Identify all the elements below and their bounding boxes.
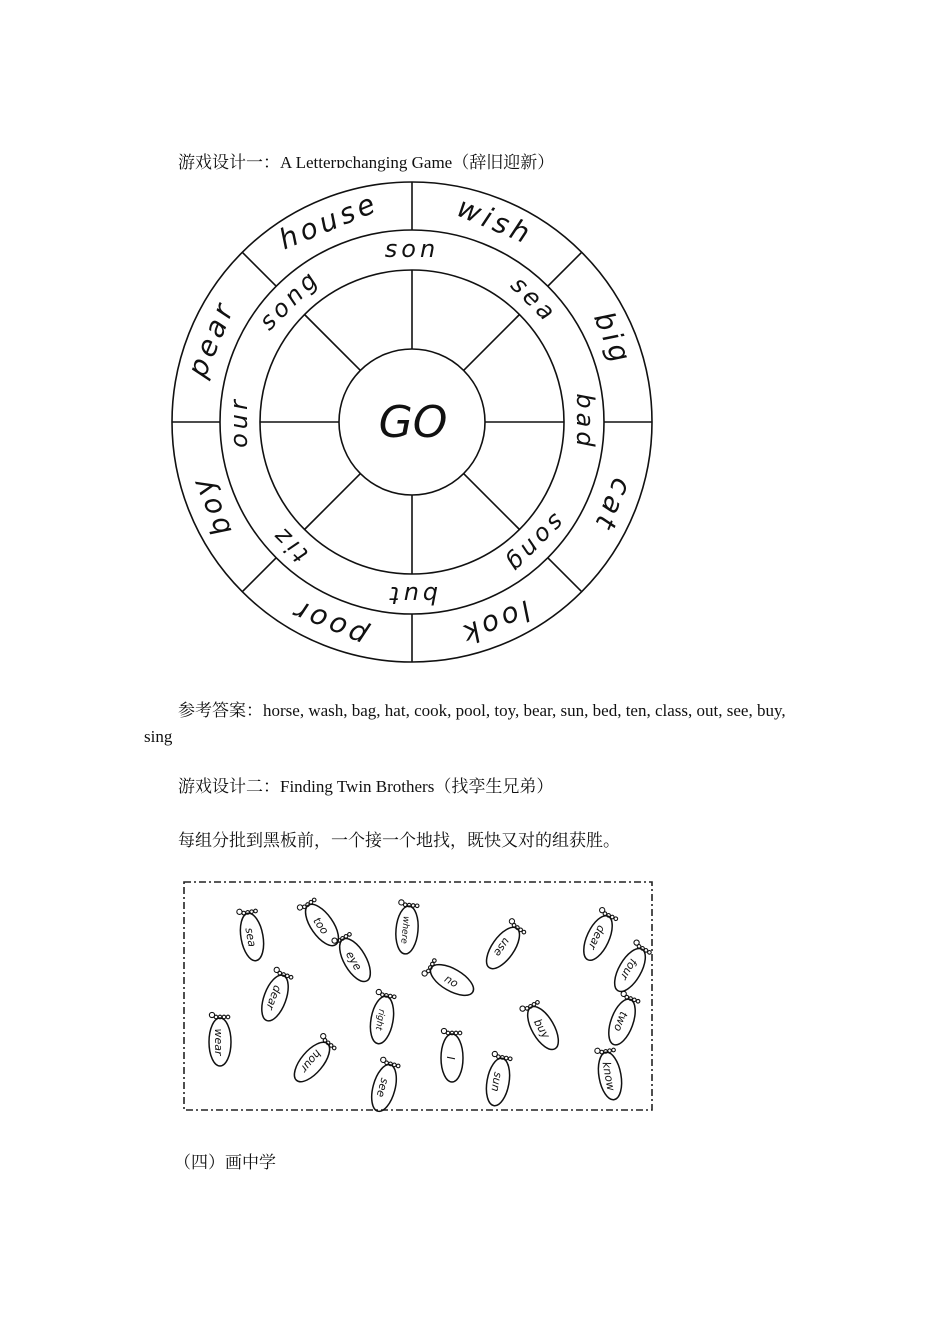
outer-ring-word-3: cat [587,473,639,538]
footprint-8 [578,907,621,965]
footprint-word: sun [488,1070,505,1093]
game1-title: 游戏设计一：A Letterɒchanging Game（辞旧迎新） [178,153,555,172]
inner-ring-word-3: song [498,508,571,581]
footprint-word: use [490,935,513,959]
footprint-11 [288,1032,339,1087]
inner-ring-word-6: our [225,396,253,448]
footprint-word: two [611,1009,631,1034]
footprint-15 [367,1057,402,1114]
inner-ring-word-7: song [253,263,326,336]
section4-title: （四）画中学 [174,1153,276,1172]
footprint-word: where [398,915,411,945]
outer-ring-word-4: look [454,593,536,653]
footprint-6 [421,956,478,1002]
footprint-0 [236,906,267,963]
footprint-10 [209,1012,231,1066]
footprint-word: right [372,1008,387,1031]
wheel-center-label: GO [378,397,448,448]
footprint-word: see [373,1076,392,1099]
footprint-word: know [599,1060,618,1092]
footprint-12 [441,1028,463,1082]
footprint-9 [367,989,398,1046]
outer-ring-word-5: poor [285,592,372,654]
footprint-word: eye [343,948,365,973]
footprint-16 [483,1051,514,1108]
footprint-word: hour [297,1047,324,1075]
footprint-7 [608,939,654,996]
footprint-2 [394,900,421,955]
footprint-13 [519,997,565,1054]
inner-ring-word-2: bad [571,393,599,451]
inner-ring-word-1: sea [505,270,564,329]
outer-ring-word-7: pear [180,295,242,382]
outer-ring-word-0: house [274,185,384,257]
outer-ring-word-6: boy [183,469,239,541]
footprint-word: too [310,914,332,937]
footprint-3 [480,917,529,974]
footprint-1 [296,894,345,951]
footprint-4 [256,966,295,1024]
game2-instructions: 每组分批到黑板前，一个接一个地找，既快又对的组获胜。 [178,831,620,850]
outer-ring-word-1: wish [452,190,539,252]
footprint-14 [603,990,642,1048]
outer-ring-word-2: big [587,306,639,371]
footprint-word: dear [585,923,608,952]
game2-title: 游戏设计二：Finding Twin Brothers（找孪生兄弟） [178,777,554,796]
inner-ring-word-0: son [384,235,440,263]
footprint-17 [594,1045,625,1102]
inner-ring-word-5: tiz [265,520,314,569]
answer-text: 参考答案：horse, wash, bag, hat, cook, pool, toy, bear, sun, bed, ten, class, out, see, buy, sing [144,701,786,746]
footprint-5 [331,929,377,986]
footprint-word: four [617,956,640,983]
footprint-word: wear [212,1028,225,1056]
inner-ring-word-4: but [386,581,438,609]
footprint-word: no [442,972,461,991]
footprint-word: buy [530,1016,553,1041]
footprint-word: dear [263,983,284,1012]
footprint-word: I [444,1056,457,1060]
footprint-word: sea [242,926,259,948]
